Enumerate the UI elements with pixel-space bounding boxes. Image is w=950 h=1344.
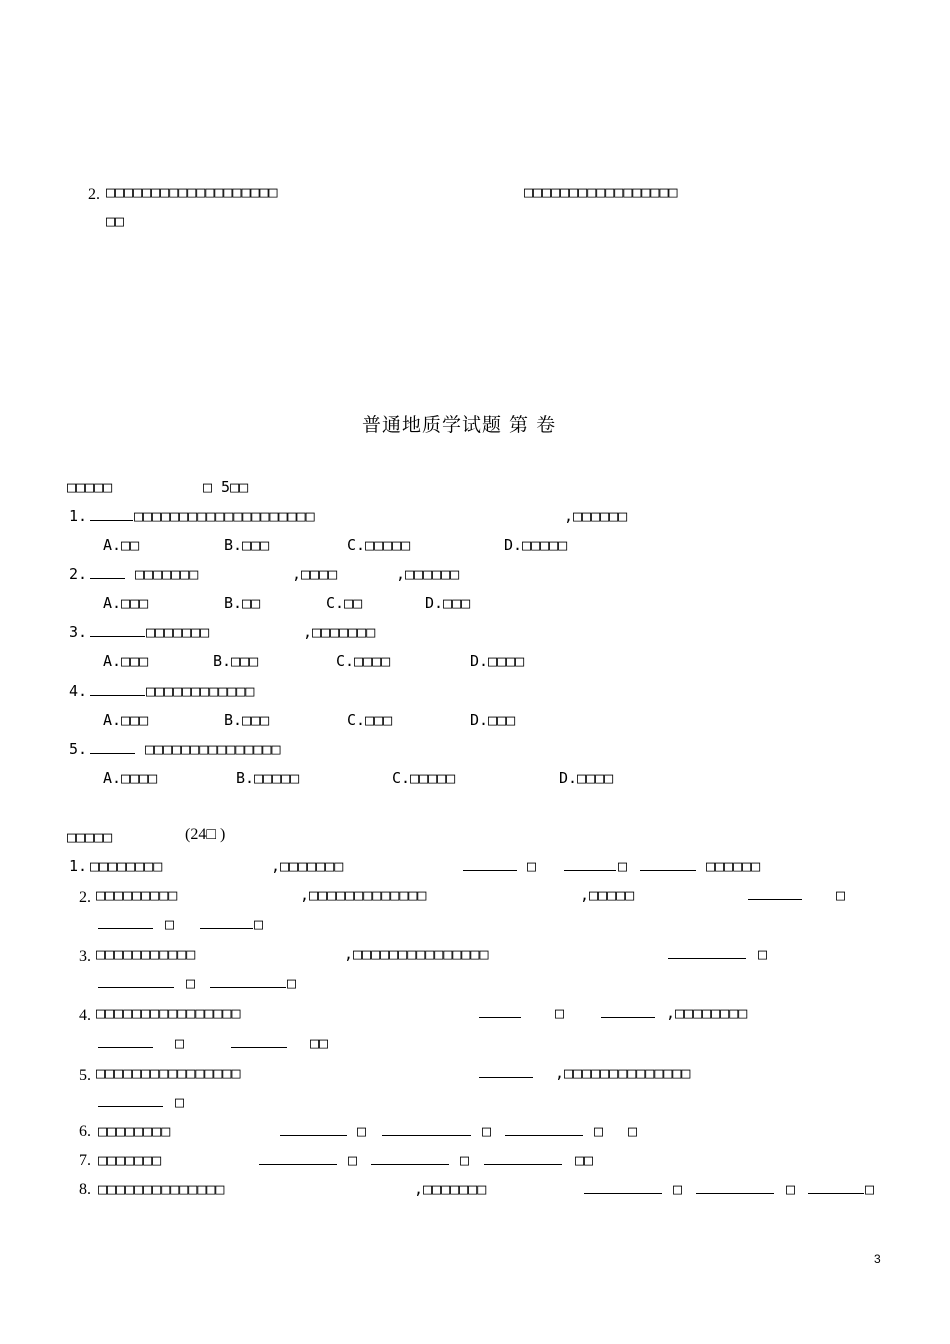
question-text: □□□□□□□□ bbox=[90, 857, 163, 875]
separator: □ bbox=[254, 915, 264, 933]
question-text: □□□□□□□□□□□□□□□□ bbox=[96, 1004, 241, 1022]
question-number: 6. bbox=[79, 1123, 91, 1140]
answer-blank[interactable] bbox=[484, 1150, 562, 1165]
option-a: A.□□□□ bbox=[103, 769, 158, 787]
answer-blank[interactable] bbox=[90, 681, 145, 696]
separator: □ bbox=[786, 1180, 796, 1198]
question-number: 1. bbox=[69, 857, 88, 875]
question-text-mid: ,□□□□□□□□□□□□□ bbox=[300, 886, 427, 904]
separator: □ bbox=[758, 945, 768, 963]
question-text-tail: □□ bbox=[310, 1034, 329, 1052]
option-b: B.□□□ bbox=[213, 652, 259, 670]
question-text: □□□□□□□□□□□□□□□□ bbox=[96, 1064, 241, 1082]
question-text-mid: ,□□□□□□□□□□□□□□ bbox=[555, 1064, 691, 1082]
option-d: D.□□□□ bbox=[559, 769, 614, 787]
question-text-continued: □□ bbox=[106, 212, 125, 230]
answer-blank[interactable] bbox=[200, 914, 253, 929]
question-number: 4. bbox=[69, 682, 88, 700]
answer-blank[interactable] bbox=[90, 622, 145, 637]
option-a: A.□□ bbox=[103, 536, 140, 554]
option-d: D.□□□□ bbox=[470, 652, 525, 670]
separator: □ bbox=[165, 915, 175, 933]
answer-blank[interactable] bbox=[90, 506, 133, 521]
question-number: 2. bbox=[69, 565, 88, 583]
answer-blank[interactable] bbox=[210, 973, 286, 988]
separator: □ bbox=[594, 1122, 604, 1140]
option-a: A.□□□ bbox=[103, 711, 149, 729]
question-text: □□□□□□□□□□□□□□□□□□□□ bbox=[134, 507, 315, 525]
answer-blank[interactable] bbox=[259, 1150, 337, 1165]
separator: □ bbox=[628, 1122, 638, 1140]
question-text: □□□□□□□□□□□□□□ bbox=[98, 1180, 225, 1198]
question-number: 4. bbox=[79, 1007, 91, 1024]
option-d: D.□□□ bbox=[425, 594, 471, 612]
separator: □ bbox=[175, 1034, 185, 1052]
answer-blank[interactable] bbox=[90, 564, 125, 579]
answer-blank[interactable] bbox=[371, 1150, 449, 1165]
question-text: □□□□□□□□ bbox=[98, 1122, 171, 1140]
question-text-tail: ,□□□□□□□ bbox=[303, 623, 376, 641]
separator: □ bbox=[555, 1004, 565, 1022]
option-b: B.□□□ bbox=[224, 711, 270, 729]
question-text: □□□□□□□□□□□□□□□ bbox=[136, 740, 281, 758]
question-number: 5. bbox=[79, 1067, 91, 1084]
separator: □ bbox=[460, 1151, 470, 1169]
answer-blank[interactable] bbox=[640, 856, 696, 871]
option-d: D.□□□ bbox=[470, 711, 516, 729]
question-text-tail: ,□□□□□□ bbox=[396, 565, 460, 583]
question-number: 8. bbox=[79, 1181, 91, 1198]
option-c: C.□□ bbox=[326, 594, 363, 612]
question-number: 5. bbox=[69, 740, 88, 758]
separator: □ bbox=[348, 1151, 358, 1169]
question-text-mid: ,□□□□□ bbox=[580, 886, 635, 904]
answer-blank[interactable] bbox=[479, 1063, 533, 1078]
answer-blank[interactable] bbox=[90, 739, 135, 754]
question-text-tail: □□□□□□ bbox=[706, 857, 761, 875]
answer-blank[interactable] bbox=[601, 1003, 655, 1018]
separator: □ bbox=[836, 886, 846, 904]
option-a: A.□□□ bbox=[103, 652, 149, 670]
page-number: 3 bbox=[874, 1252, 881, 1266]
question-text-tail: □□ bbox=[575, 1151, 594, 1169]
section-score: (24□ ) bbox=[185, 826, 226, 843]
option-a: A.□□□ bbox=[103, 594, 149, 612]
question-number: 2. bbox=[88, 186, 100, 203]
answer-blank[interactable] bbox=[463, 856, 517, 871]
question-text: □□□□□□□□□□□□ bbox=[146, 682, 255, 700]
separator: □ bbox=[186, 974, 196, 992]
question-text: □□□□□□□□□□□ bbox=[96, 945, 196, 963]
separator: □ bbox=[618, 857, 628, 875]
answer-blank[interactable] bbox=[98, 914, 153, 929]
answer-blank[interactable] bbox=[98, 1033, 153, 1048]
separator: □ bbox=[527, 857, 537, 875]
option-b: B.□□□ bbox=[224, 536, 270, 554]
option-c: C.□□□□□ bbox=[392, 769, 456, 787]
option-d: D.□□□□□ bbox=[504, 536, 568, 554]
answer-blank[interactable] bbox=[280, 1121, 347, 1136]
separator: □ bbox=[673, 1180, 683, 1198]
question-text-mid: ,□□□□ bbox=[292, 565, 338, 583]
page-title: 普通地质学试题 第 卷 bbox=[362, 414, 557, 436]
answer-blank[interactable] bbox=[98, 1092, 163, 1107]
question-text-mid: ,□□□□□□□ bbox=[271, 857, 344, 875]
option-c: C.□□□□ bbox=[336, 652, 391, 670]
separator: □ bbox=[865, 1180, 875, 1198]
separator: □ bbox=[175, 1093, 185, 1111]
answer-blank[interactable] bbox=[231, 1033, 287, 1048]
option-b: B.□□ bbox=[224, 594, 261, 612]
question-number: 7. bbox=[79, 1152, 91, 1169]
section-score: □ 5□□ bbox=[203, 478, 249, 496]
answer-blank[interactable] bbox=[808, 1179, 864, 1194]
question-text: □□□□□□□ bbox=[98, 1151, 162, 1169]
separator: □ bbox=[287, 974, 297, 992]
section-header: □□□□□ bbox=[67, 828, 113, 846]
question-text-right: □□□□□□□□□□□□□□□□□ bbox=[524, 183, 678, 201]
option-c: C.□□□□□ bbox=[347, 536, 411, 554]
separator: □ bbox=[357, 1122, 367, 1140]
answer-blank[interactable] bbox=[479, 1003, 521, 1018]
question-text-tail: ,□□□□□□ bbox=[564, 507, 628, 525]
answer-blank[interactable] bbox=[382, 1121, 471, 1136]
answer-blank[interactable] bbox=[696, 1179, 774, 1194]
question-number: 2. bbox=[79, 889, 91, 906]
answer-blank[interactable] bbox=[668, 944, 746, 959]
option-c: C.□□□ bbox=[347, 711, 393, 729]
question-number: 3. bbox=[79, 948, 91, 965]
answer-blank[interactable] bbox=[505, 1121, 583, 1136]
answer-blank[interactable] bbox=[584, 1179, 662, 1194]
section-header: □□□□□ bbox=[67, 478, 113, 496]
question-text: □□□□□□□□□□□□□□□□□□□ bbox=[106, 183, 278, 201]
answer-blank[interactable] bbox=[564, 856, 616, 871]
question-text: □□□□□□□ bbox=[126, 565, 199, 583]
answer-blank[interactable] bbox=[748, 885, 802, 900]
question-text: □□□□□□□ bbox=[146, 623, 210, 641]
question-text-mid: ,□□□□□□□□□□□□□□□ bbox=[344, 945, 489, 963]
separator: □ bbox=[482, 1122, 492, 1140]
option-b: B.□□□□□ bbox=[236, 769, 300, 787]
question-number: 3. bbox=[69, 623, 88, 641]
question-text-mid: ,□□□□□□□ bbox=[414, 1180, 487, 1198]
question-text: □□□□□□□□□ bbox=[96, 886, 178, 904]
answer-blank[interactable] bbox=[98, 973, 174, 988]
question-text-mid: ,□□□□□□□□ bbox=[666, 1004, 748, 1022]
question-number: 1. bbox=[69, 507, 88, 525]
